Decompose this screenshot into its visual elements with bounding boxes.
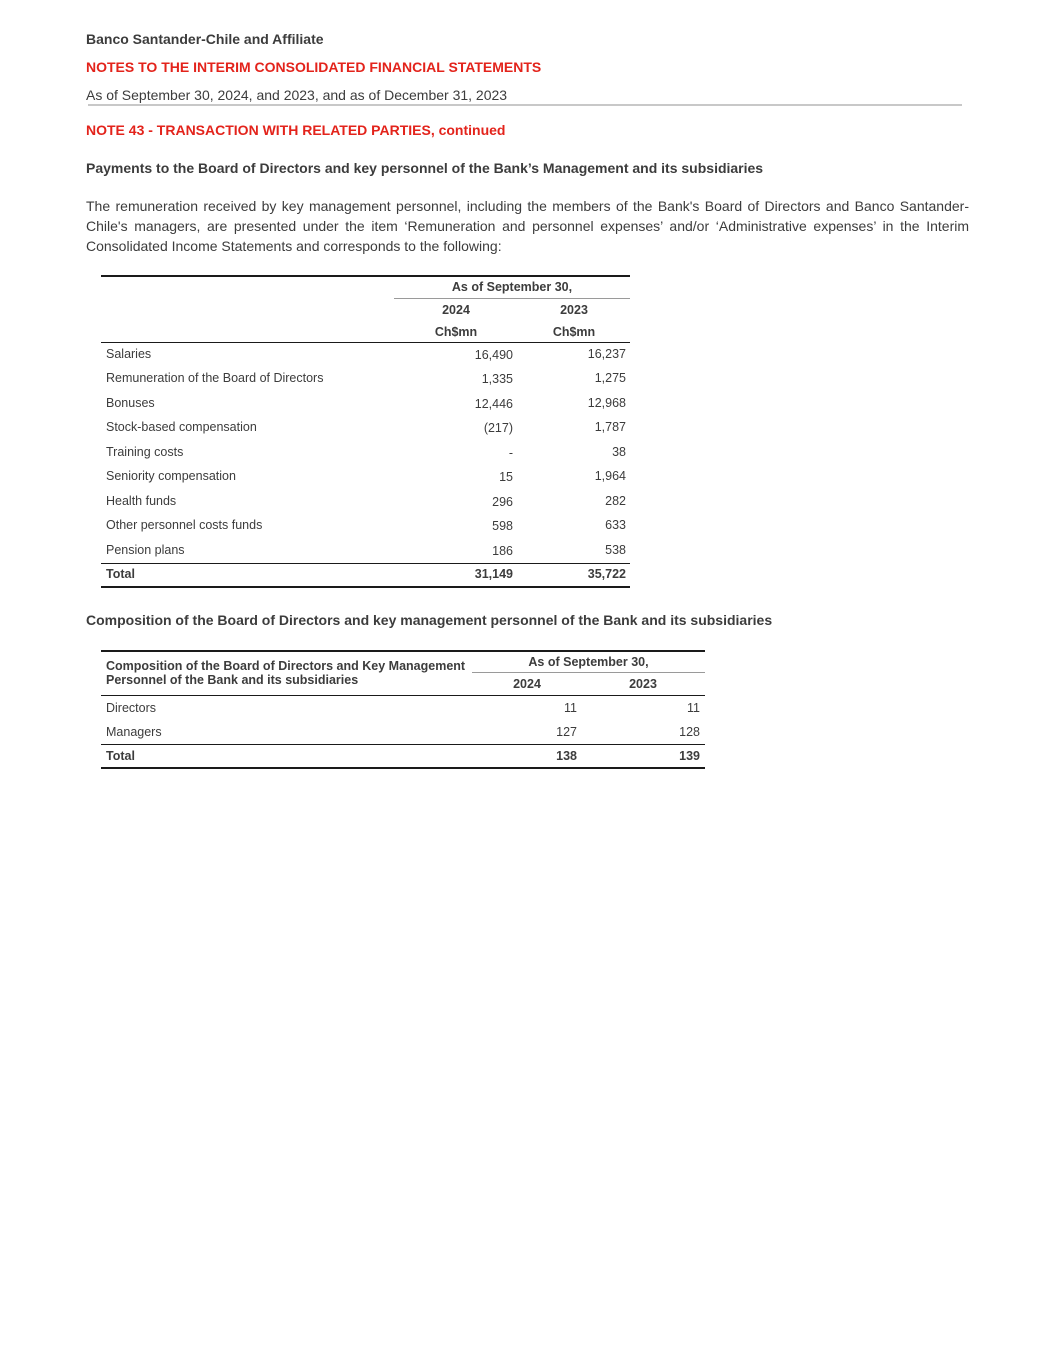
- company-name: Banco Santander-Chile and Affiliate: [86, 31, 324, 47]
- table-row: [101, 445, 630, 469]
- table-row: [101, 494, 630, 518]
- table-row: [101, 701, 705, 725]
- column-header-2024: 2024: [442, 303, 470, 317]
- value-2023: 16,237: [587, 347, 626, 361]
- table-row: [101, 518, 630, 542]
- header-rule: [101, 695, 705, 696]
- total-2024: 138: [556, 749, 577, 763]
- table-row: [101, 371, 630, 395]
- value-2024: 1,335: [481, 372, 513, 386]
- value-2024: 11: [564, 701, 577, 715]
- total-2023: 35,722: [587, 567, 626, 581]
- column-header-2023: 2023: [560, 303, 588, 317]
- row-label: Managers: [106, 725, 162, 739]
- table-top-rule: [101, 275, 630, 277]
- value-2023: 633: [605, 518, 626, 532]
- total-label: Total: [106, 567, 135, 581]
- row-label: Health funds: [106, 494, 177, 508]
- value-2024: 12,446: [474, 397, 513, 411]
- value-2024: 15: [499, 470, 513, 484]
- header-rule: [101, 342, 630, 343]
- value-2023: 1,787: [594, 420, 626, 434]
- row-label: Bonuses: [106, 396, 155, 410]
- unit-header-2024: Ch$mn: [434, 325, 478, 339]
- value-2024: 16,490: [474, 348, 513, 362]
- value-2023: 38: [612, 445, 626, 459]
- statement-dates: As of September 30, 2024, and 2023, and as of December 31, 2023: [86, 87, 508, 103]
- value-2024: (217): [483, 421, 513, 435]
- row-label: Stock-based compensation: [106, 420, 257, 434]
- value-2023: 11: [687, 701, 700, 715]
- composition-column-header: Composition of the Board of Directors and Key Management Personnel of the Bank and its subsidiaries: [106, 659, 466, 687]
- header-divider: [88, 104, 962, 106]
- value-2023: 538: [605, 543, 626, 557]
- total-row: [101, 749, 705, 773]
- total-2024: 31,149: [474, 567, 513, 581]
- note-title: NOTE 43 - TRANSACTION WITH RELATED PARTIES, continued: [86, 122, 506, 138]
- total-rule: [101, 744, 705, 745]
- row-label: Other personnel costs funds: [106, 518, 263, 532]
- column-group-header: As of September 30,: [528, 655, 649, 669]
- value-2024: 127: [556, 725, 577, 739]
- row-label: Directors: [106, 701, 157, 715]
- table-row: [101, 420, 630, 444]
- unit-header-2023: Ch$mn: [552, 325, 596, 339]
- table-row: [101, 469, 630, 493]
- row-label: Remuneration of the Board of Directors: [106, 371, 324, 385]
- table-row: [101, 725, 705, 749]
- value-2023: 1,275: [594, 371, 626, 385]
- value-2023: 282: [605, 494, 626, 508]
- row-label: Salaries: [106, 347, 152, 361]
- total-label: Total: [106, 749, 135, 763]
- column-header-2024: 2024: [513, 677, 541, 691]
- table-bottom-rule: [101, 767, 705, 769]
- value-2024: -: [508, 446, 513, 460]
- table-row: [101, 396, 630, 420]
- row-label: Seniority compensation: [106, 469, 236, 483]
- row-label: Training costs: [106, 445, 184, 459]
- section-title-payments: Payments to the Board of Directors and key personnel of the Bank’s Management and its subsidiaries: [86, 160, 764, 176]
- section-title-composition: Composition of the Board of Directors and key management personnel of the Bank and its subsidiaries: [86, 612, 773, 628]
- column-group-rule: [472, 672, 705, 673]
- total-2023: 139: [679, 749, 700, 763]
- value-2023: 1,964: [594, 469, 626, 483]
- value-2023: 12,968: [587, 396, 626, 410]
- value-2024: 186: [492, 544, 513, 558]
- table-row: [101, 347, 630, 371]
- notes-title: NOTES TO THE INTERIM CONSOLIDATED FINANCIAL STATEMENTS: [86, 59, 542, 75]
- table-top-rule: [101, 650, 705, 652]
- value-2024: 598: [492, 519, 513, 533]
- total-rule: [101, 563, 630, 564]
- value-2023: 128: [679, 725, 700, 739]
- intro-paragraph: The remuneration received by key management personnel, including the members of the Bank's Board of Directors and Banco Santander-Chile's managers, are presented under the item ‘Remuneration and personnel expenses’ and/or ‘Administrative expenses’ in the Interim Consolidated Income Statements and corresponds to the following:: [86, 198, 969, 254]
- column-group-header: As of September 30,: [451, 280, 573, 294]
- value-2024: 296: [492, 495, 513, 509]
- column-header-2023: 2023: [629, 677, 657, 691]
- column-group-rule: [394, 298, 630, 299]
- table-bottom-rule: [101, 586, 630, 588]
- row-label: Pension plans: [106, 543, 185, 557]
